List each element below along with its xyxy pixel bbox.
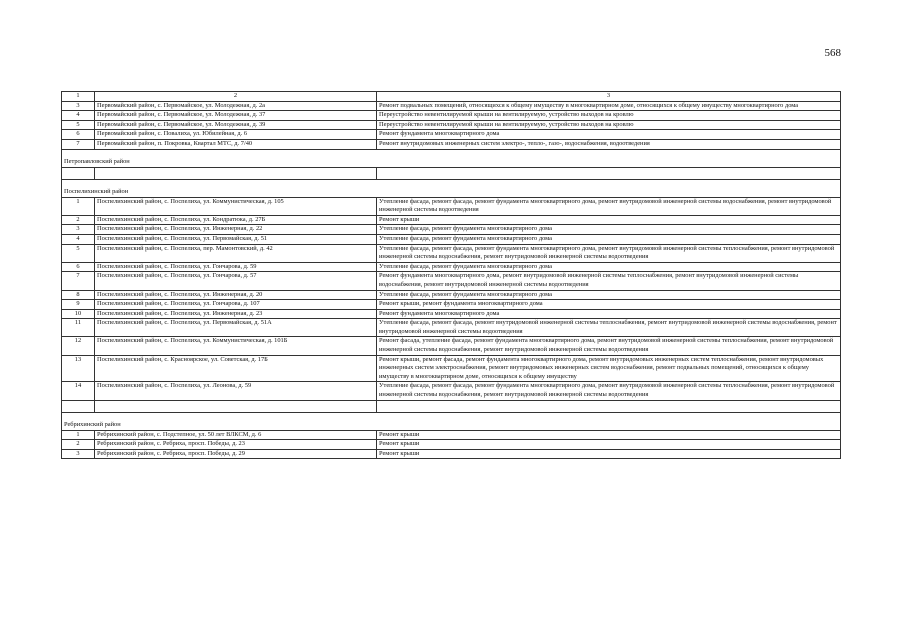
row-number-cell: 4 [62,111,95,121]
empty-cell [377,167,841,179]
section-title: Поспелихинский район [62,179,841,197]
address-cell: Поспелихинский район, с. Поспелиха, ул. Гончарова, д. 57 [95,272,377,290]
work-cell: Ремонт фундамента многоквартирного дома [377,130,841,140]
address-cell: Поспелихинский район, с. Поспелиха, ул. Инженерная, д. 22 [95,225,377,235]
row-number-cell: 3 [62,101,95,111]
row-number-cell: 7 [62,139,95,149]
row-number-cell: 5 [62,244,95,262]
section-row [62,149,841,167]
work-cell: Ремонт крыши [377,215,841,225]
section-title: Ребрихинский район [62,412,841,430]
row-number-cell: 6 [62,130,95,140]
work-cell: Переустройство невентилируемой крыши на вентилируемую, устройство выходов на кровлю [377,120,841,130]
row-number-cell: 1 [62,430,95,440]
row-number-cell: 8 [62,290,95,300]
table-row [62,430,841,440]
work-cell: Утепление фасада, ремонт фундамента многоквартирного дома [377,234,841,244]
address-cell: Первомайский район, с. Первомайское, ул. Молодежная, д. 2а [95,101,377,111]
table-row [62,337,841,355]
address-cell: Ребрихинский район, с. Ребриха, просп. Победы, д. 23 [95,440,377,450]
work-cell: Ремонт фундамента многоквартирного дома [377,309,841,319]
row-number-cell: 3 [62,449,95,459]
work-cell: Утепление фасада, ремонт фасада, ремонт фундамента многоквартирного дома, ремонт внутридомовой инженерной системы водоснабжения, ремонт внутридомовой инженерной системы водоотведения [377,197,841,215]
row-number-cell: 11 [62,319,95,337]
section-row [62,412,841,430]
table-row [62,309,841,319]
address-cell: Поспелихинский район, с. Поспелиха, ул. Инженерная, д. 23 [95,309,377,319]
empty-cell [62,167,95,179]
table-row [62,130,841,140]
table-row [62,440,841,450]
work-cell: Ремонт крыши, ремонт фасада, ремонт фундамента многоквартирного дома, ремонт внутридомовых инженерных систем теплоснабжения, ремонт внутридомовых инженерных систем электроснабжения, ремонт внутридомовых инженерных систем водоснабжения, ремонт подвальных помещений, относящихся к общему имуществу в многоквартирном доме, относящихся к общему имуществу [377,355,841,382]
address-cell: Поспелихинский район, с. Поспелиха, ул. Кондратюка, д. 27Б [95,215,377,225]
work-cell: Утепление фасада, ремонт фасада, ремонт фундамента многоквартирного дома, ремонт внутридомовой инженерной системы теплоснабжения, ремонт внутридомовой инженерной системы водоснабжения, ремонт внутридомовой инженерной системы водоотведения [377,382,841,400]
work-cell: Ремонт внутридомовых инженерных систем электро-, тепло-, газо-, водоснабжения, водоотведения [377,139,841,149]
table-row [62,139,841,149]
header-row [62,92,841,102]
work-cell: Утепление фасада, ремонт фасада, ремонт фундамента многоквартирного дома, ремонт внутридомовой инженерной системы теплоснабжения, ремонт внутридомовой инженерной системы водоснабжения, ремонт внутридомовой инженерной системы водоотведения [377,244,841,262]
row-number-cell: 5 [62,120,95,130]
address-cell: Поспелихинский район, с. Поспелиха, ул. Инженерная, д. 20 [95,290,377,300]
table-row [62,234,841,244]
row-number-cell: 12 [62,337,95,355]
row-number-cell: 14 [62,382,95,400]
work-cell: Ремонт фундамента многоквартирного дома, ремонт внутридомовой инженерной системы теплоснабжения, ремонт внутридомовой инженерной системы водоснабжения, ремонт внутридомовой инженерной системы водоотведения [377,272,841,290]
address-cell: Поспелихинский район, с. Поспелиха, ул. Коммунистическая, д. 101Б [95,337,377,355]
row-number-cell: 7 [62,272,95,290]
row-number-cell: 2 [62,440,95,450]
work-cell: Ремонт подвальных помещений, относящихся к общему имуществу в многоквартирном доме, относящихся к общему имуществу многоквартирного дома [377,101,841,111]
work-cell: Утепление фасада, ремонт фундамента многоквартирного дома [377,225,841,235]
empty-cell [62,400,95,412]
section-row [62,179,841,197]
page-number: 568 [824,47,841,59]
row-number-cell: 13 [62,355,95,382]
table-row [62,244,841,262]
header-cell-1: 1 [62,92,95,102]
table-row [62,101,841,111]
address-cell: Поспелихинский район, с. Красноярское, ул. Советская, д. 17Б [95,355,377,382]
address-cell: Первомайский район, с. Первомайское, ул. Молодежная, д. 37 [95,111,377,121]
address-cell: Первомайский район, п. Покровка, Квартал МТС, д. 7/40 [95,139,377,149]
row-number-cell: 2 [62,215,95,225]
address-cell: Ребрихинский район, с. Ребриха, просп. Победы, д. 29 [95,449,377,459]
empty-cell [95,167,377,179]
table-row [62,355,841,382]
address-cell: Поспелихинский район, с. Поспелиха, ул. Первомайская, д. 51А [95,319,377,337]
table-row [62,225,841,235]
table-row [62,262,841,272]
address-cell: Поспелихинский район, с. Поспелиха, ул. Леонова, д. 59 [95,382,377,400]
address-cell: Поспелихинский район, с. Поспелиха, ул. Гончарова, д. 59 [95,262,377,272]
empty-cell [377,400,841,412]
empty-cell [95,400,377,412]
address-cell: Поспелихинский район, с. Поспелиха, ул. Первомайская, д. 51 [95,234,377,244]
empty-row [62,400,841,412]
address-cell: Ребрихинский район, с. Подстепное, ул. 50 лет ВЛКСМ, д. 6 [95,430,377,440]
address-cell: Поспелихинский район, с. Поспелиха, ул. Гончарова, д. 107 [95,300,377,310]
address-cell: Поспелихинский район, с. Поспелиха, пер. Мамонтовский, д. 42 [95,244,377,262]
work-cell: Утепление фасада, ремонт фундамента многоквартирного дома [377,262,841,272]
work-cell: Утепление фасада, ремонт фундамента многоквартирного дома [377,290,841,300]
work-cell: Ремонт крыши, ремонт фундамента многоквартирного дома [377,300,841,310]
row-number-cell: 6 [62,262,95,272]
work-cell: Ремонт крыши [377,430,841,440]
repair-table [61,91,841,459]
table-row [62,449,841,459]
work-cell: Переустройство невентилируемой крыши на вентилируемую, устройство выходов на кровлю [377,111,841,121]
address-cell: Первомайский район, с. Первомайское, ул. Молодежная, д. 39 [95,120,377,130]
table-row [62,319,841,337]
work-cell: Ремонт фасада, утепление фасада, ремонт фундамента многоквартирного дома, ремонт внутридомовой инженерной системы теплоснабжения, ремонт внутридомовой инженерной системы водоснабжения, ремонт внутридомовой инженерной системы водоотведения [377,337,841,355]
row-number-cell: 1 [62,197,95,215]
section-title: Петропавловский район [62,149,841,167]
row-number-cell: 10 [62,309,95,319]
work-cell: Утепление фасада, ремонт фасада, ремонт внутридомовой инженерной системы теплоснабжения, ремонт внутридомовой инженерной системы водоснабжения, ремонт внутридомовой инженерной системы водоотведения [377,319,841,337]
empty-row [62,167,841,179]
work-cell: Ремонт крыши [377,449,841,459]
table-row [62,215,841,225]
address-cell: Первомайский район, с. Повалиха, ул. Юбилейная, д. 6 [95,130,377,140]
table-row [62,382,841,400]
work-cell: Ремонт крыши [377,440,841,450]
header-cell-2: 2 [95,92,377,102]
table-row [62,300,841,310]
table-row [62,111,841,121]
table-row [62,290,841,300]
row-number-cell: 4 [62,234,95,244]
address-cell: Поспелихинский район, с. Поспелиха, ул. Коммунистическая, д. 105 [95,197,377,215]
row-number-cell: 9 [62,300,95,310]
table-row [62,120,841,130]
table-row [62,197,841,215]
header-cell-3: 3 [377,92,841,102]
row-number-cell: 3 [62,225,95,235]
table-body [62,92,841,459]
table-row [62,272,841,290]
